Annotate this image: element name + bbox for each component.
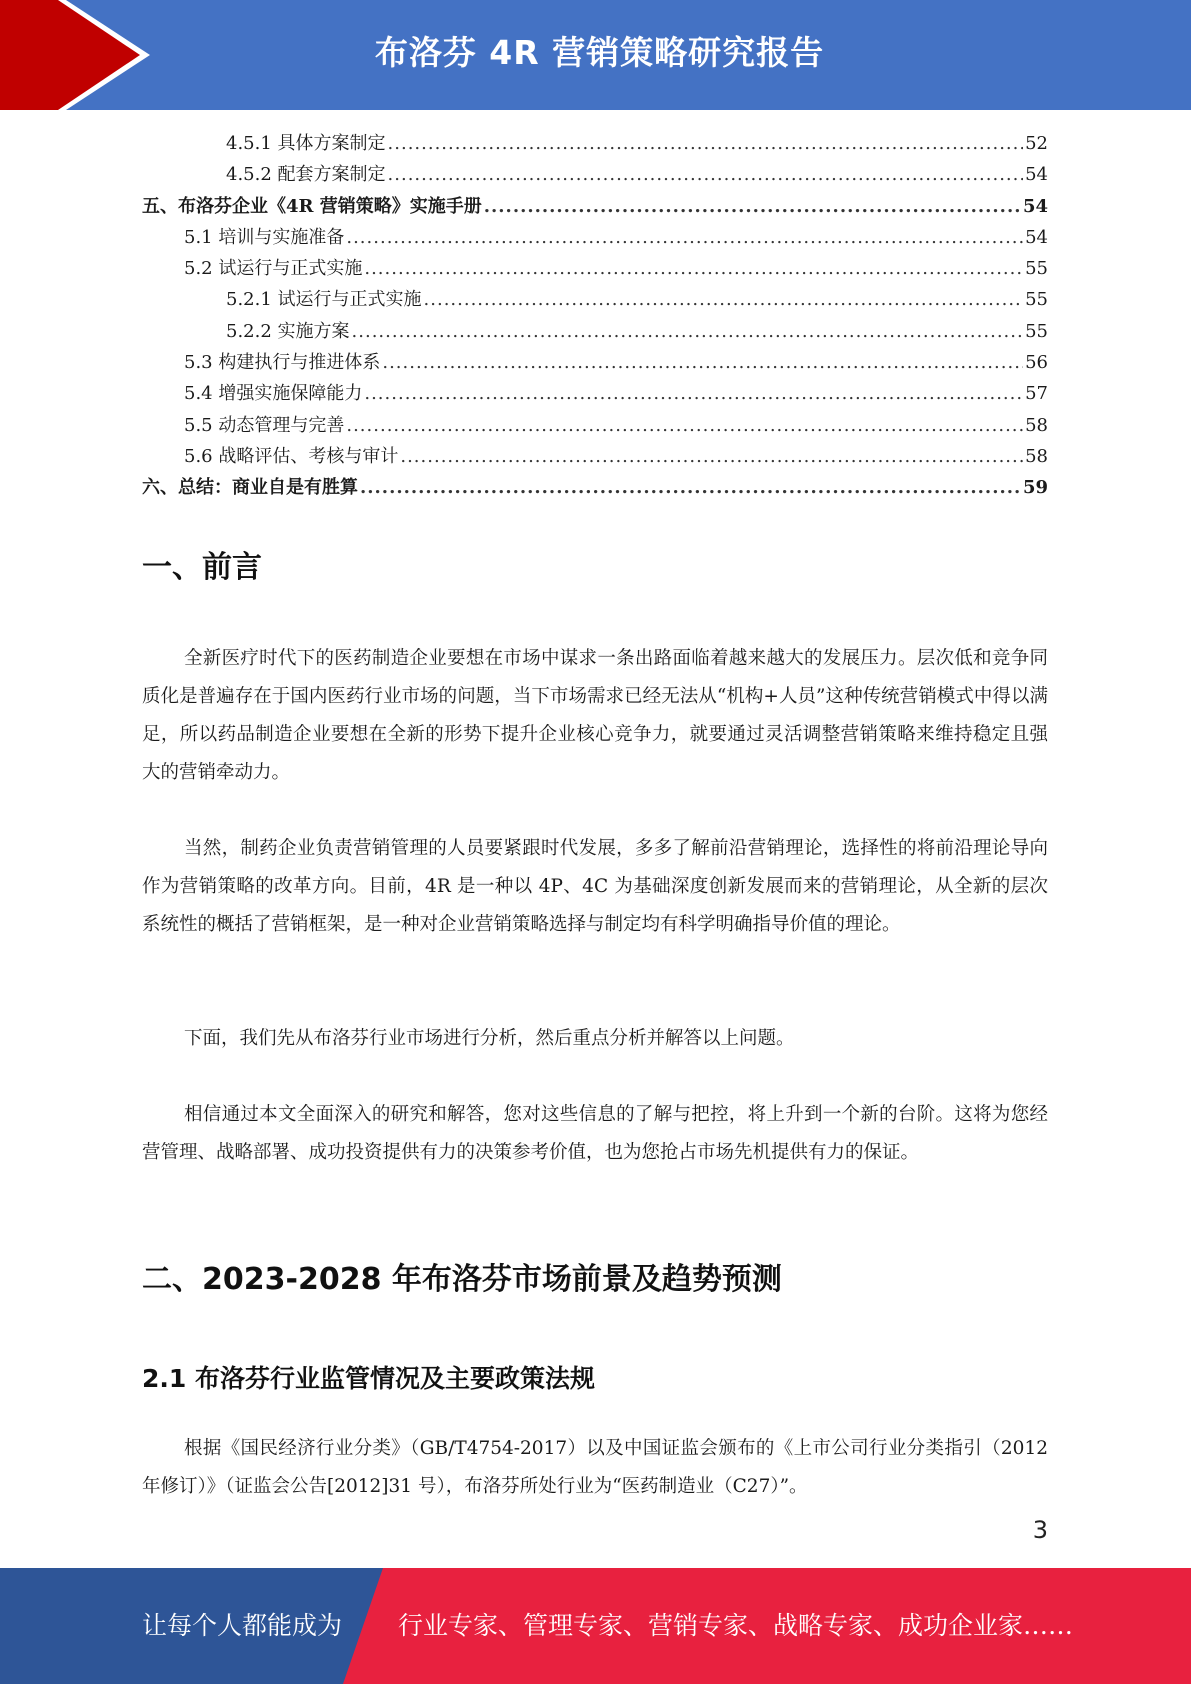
toc-entry[interactable] xyxy=(142,410,1048,441)
page-footer xyxy=(0,1568,1191,1684)
page-number: 3 xyxy=(1032,1516,1048,1544)
toc-leader-dots xyxy=(424,284,1024,315)
toc-entry[interactable] xyxy=(142,159,1048,190)
toc-entry[interactable] xyxy=(142,316,1048,347)
toc-leader-dots xyxy=(382,347,1023,378)
toc-entry-page: 59 xyxy=(1022,477,1048,499)
toc-entry-title: 5.4 增强实施保障能力 xyxy=(184,383,363,405)
paragraph: 根据《国民经济行业分类》（GB/T4754-2017）以及中国证监会颁布的《上市公司行业分类指引（2012 年修订）》（证监会公告[2012]31 号），布洛芬所处行业为“医药制造业（C27）”。 xyxy=(142,1438,1048,1497)
toc-entry[interactable] xyxy=(142,472,1048,503)
toc-entry[interactable] xyxy=(142,128,1048,159)
toc-leader-dots xyxy=(388,159,1024,190)
section-heading-preface: 一、前言 xyxy=(142,550,262,585)
toc-leader-dots xyxy=(400,441,1023,472)
toc-entry[interactable] xyxy=(142,284,1048,315)
table-of-contents xyxy=(142,128,1048,504)
toc-entry-page: 58 xyxy=(1025,445,1048,467)
sub-heading-regulation: 2.1 布洛芬行业监管情况及主要政策法规 xyxy=(142,1364,595,1393)
toc-leader-dots xyxy=(346,222,1023,253)
toc-leader-dots xyxy=(346,410,1023,441)
toc-entry-title: 六、总结：商业自是有胜算 xyxy=(142,477,358,499)
toc-entry-page: 57 xyxy=(1025,383,1048,405)
toc-entry-title: 4.5.2 配套方案制定 xyxy=(226,164,386,186)
toc-leader-dots xyxy=(364,378,1023,409)
toc-entry-title: 5.6 战略评估、考核与审计 xyxy=(184,445,399,467)
footer-slogan-left: 让每个人都能成为 xyxy=(142,1611,343,1640)
toc-entry-page: 52 xyxy=(1025,133,1048,154)
toc-entry-title: 4.5.1 具体方案制定 xyxy=(226,133,386,154)
toc-entry-page: 54 xyxy=(1025,164,1048,186)
toc-entry[interactable] xyxy=(142,441,1048,472)
toc-leader-dots xyxy=(352,316,1024,347)
section-heading-forecast: 二、2023-2028 年布洛芬市场前景及趋势预测 xyxy=(142,1262,782,1297)
toc-leader-dots xyxy=(360,472,1021,503)
paragraph: 当然，制药企业负责营销管理的人员要紧跟时代发展，多多了解前沿营销理论，选择性的将前沿理论导向作为营销策略的改革方向。目前，4R 是一种以 4P、4C 为基础深度创新发展而来的营销理论，从全新的层次系统性的概括了营销框架，是一种对企业营销策略选择与制定均有科学明确指导价值的理论。 xyxy=(142,838,1048,935)
toc-entry[interactable] xyxy=(142,378,1048,409)
toc-entry-page: 54 xyxy=(1022,195,1048,217)
paragraph: 相信通过本文全面深入的研究和解答，您对这些信息的了解与把控，将上升到一个新的台阶。这将为您经营管理、战略部署、成功投资提供有力的决策参考价值，也为您抢占市场先机提供有力的保证。 xyxy=(142,1104,1048,1163)
toc-entry[interactable] xyxy=(142,222,1048,253)
toc-entry-title: 五、布洛芬企业《4R 营销策略》实施手册 xyxy=(142,195,482,217)
toc-entry-page: 54 xyxy=(1025,226,1048,248)
header-title: 布洛芬 4R 营销策略研究报告 xyxy=(374,33,825,72)
toc-entry-page: 55 xyxy=(1025,258,1048,280)
toc-entry-title: 5.2.1 试运行与正式实施 xyxy=(226,289,422,311)
toc-entry-page: 58 xyxy=(1025,414,1048,436)
paragraph: 下面，我们先从布洛芬行业市场进行分析，然后重点分析并解答以上问题。 xyxy=(184,1028,795,1049)
toc-entry[interactable] xyxy=(142,347,1048,378)
page-header xyxy=(0,0,1191,110)
toc-entry-title: 5.3 构建执行与推进体系 xyxy=(184,352,381,374)
toc-entry[interactable] xyxy=(142,191,1048,222)
footer-slogan-right: 行业专家、管理专家、营销专家、战略专家、成功企业家…… xyxy=(398,1611,1074,1640)
toc-leader-dots xyxy=(388,128,1024,159)
toc-entry-page: 55 xyxy=(1025,289,1048,311)
toc-entry-page: 56 xyxy=(1025,352,1048,374)
toc-entry-page: 55 xyxy=(1025,320,1048,342)
toc-entry[interactable] xyxy=(142,253,1048,284)
toc-entry-title: 5.1 培训与实施准备 xyxy=(184,226,345,248)
toc-entry-title: 5.5 动态管理与完善 xyxy=(184,414,345,436)
toc-leader-dots xyxy=(484,191,1021,222)
toc-entry-title: 5.2.2 实施方案 xyxy=(226,320,350,342)
toc-entry-title: 5.2 试运行与正式实施 xyxy=(184,258,363,280)
toc-leader-dots xyxy=(364,253,1023,284)
paragraph: 全新医疗时代下的医药制造企业要想在市场中谋求一条出路面临着越来越大的发展压力。层次低和竞争同质化是普遍存在于国内医药行业市场的问题，当下市场需求已经无法从“机构+人员”这种传统营销模式中得以满足，所以药品制造企业要想在全新的形势下提升企业核心竞争力，就要通过灵活调整营销策略来维持稳定且强大的营销牵动力。 xyxy=(142,648,1048,783)
